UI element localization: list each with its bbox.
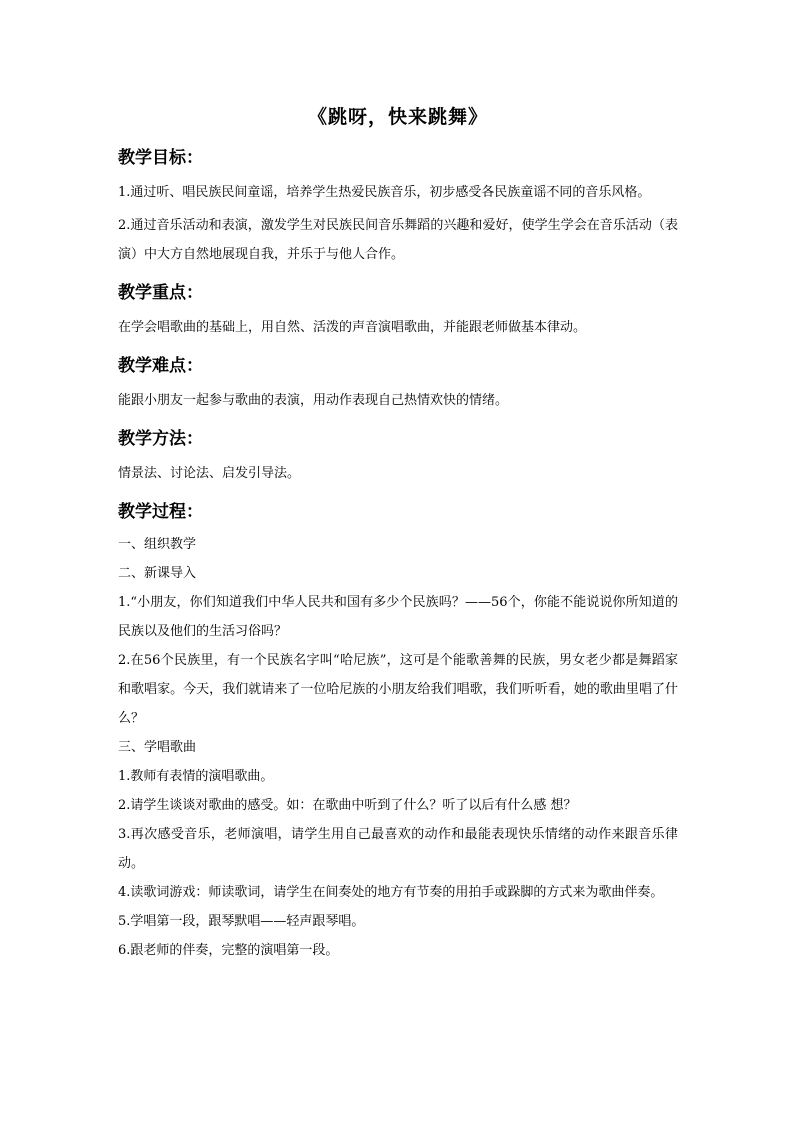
- process-item: 1.教师有表情的演唱歌曲。: [118, 769, 274, 784]
- methods-heading: 教学方法：: [118, 429, 203, 449]
- section-key-points: [118, 275, 678, 342]
- process-item: 6.跟老师的伴奏，完整的演唱第一段。: [118, 943, 339, 958]
- process-heading: 教学过程：: [118, 502, 203, 522]
- process-item: 1.“小朋友，你们知道我们中华人民共和国有多少个民族吗？——56个，你能不能说说你所知道的民族以及他们的生活习俗吗？: [118, 595, 678, 639]
- document-page: [118, 100, 678, 971]
- document-title: 《跳呀，快来跳舞》: [307, 106, 488, 128]
- goals-item: 2.通过音乐活动和表演，激发学生对民族民间音乐舞蹈的兴趣和爱好，使学生学会在音乐活动（表演）中大方自然地展现自我，并乐于与他人合作。: [118, 218, 678, 262]
- process-item: 3.再次感受音乐，老师演唱，请学生用自己最喜欢的动作和最能表现快乐情绪的动作来跟音乐律动。: [118, 827, 678, 871]
- goals-item: 1.通过听、唱民族民间童谣，培养学生热爱民族音乐，初步感受各民族童谣不同的音乐风格。: [118, 185, 651, 200]
- process-item: 4.读歌词游戏：师读歌词，请学生在间奏处的地方有节奏的用拍手或跺脚的方式来为歌曲伴奏。: [118, 885, 664, 900]
- process-item: 二、新课导入: [118, 566, 197, 581]
- difficulties-text: 能跟小朋友一起参与歌曲的表演，用动作表现自己热情欢快的情绪。: [118, 393, 509, 408]
- section-goals: [118, 140, 678, 269]
- key-points-heading: 教学重点：: [118, 283, 203, 303]
- process-item: 一、组织教学: [118, 537, 197, 552]
- process-item: 2.请学生谈谈对歌曲的感受。如：在歌曲中听到了什么？听了以后有什么感 想？: [118, 798, 577, 813]
- section-process: [118, 494, 678, 965]
- process-item: 三、学唱歌曲: [118, 740, 197, 755]
- section-methods: [118, 421, 678, 488]
- process-item: 5.学唱第一段，跟琴默唱——轻声跟琴唱。: [118, 914, 365, 929]
- difficulties-heading: 教学难点：: [118, 356, 203, 376]
- goals-heading: 教学目标：: [118, 148, 203, 168]
- methods-text: 情景法、讨论法、启发引导法。: [118, 466, 301, 481]
- section-difficulties: [118, 348, 678, 415]
- process-item: 2.在56个民族里，有一个民族名字叫“哈尼族”，这可是个能歌善舞的民族，男女老少都是舞蹈家和歌唱家。今天，我们就请来了一位哈尼族的小朋友给我们唱歌，我们听听看，她的歌曲里唱了什么？: [118, 653, 678, 726]
- key-points-text: 在学会唱歌曲的基础上，用自然、活泼的声音演唱歌曲，并能跟老师做基本律动。: [118, 320, 587, 335]
